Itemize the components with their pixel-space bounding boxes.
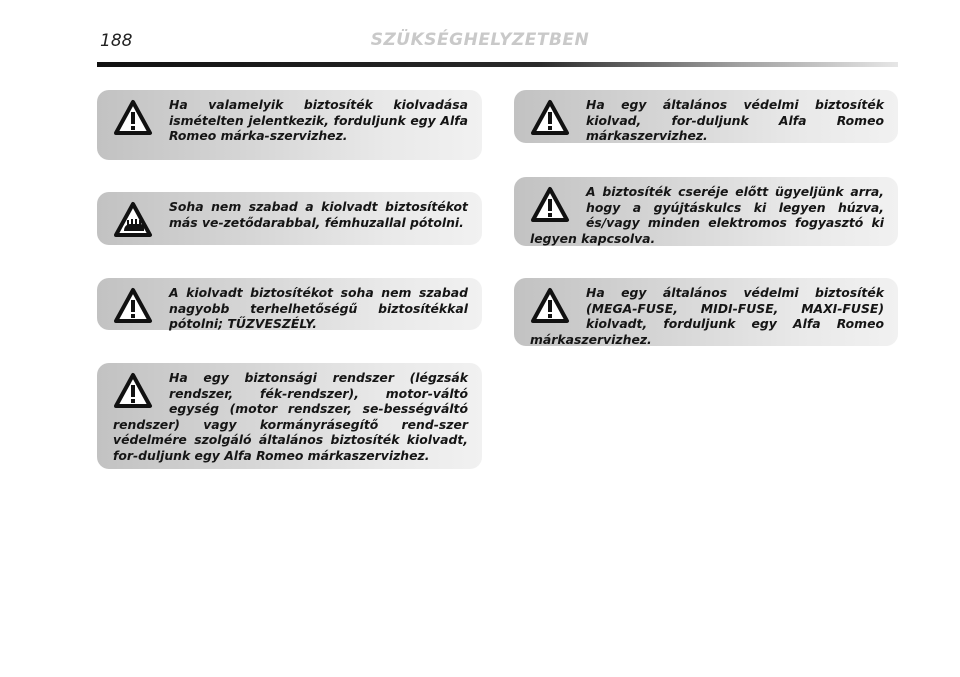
warning-text: Ha egy általános védelmi biztosíték kiolvad, for-duljunk Alfa Romeo márkaszervizhez. [586, 97, 884, 143]
warning-triangle-icon [530, 287, 570, 325]
hand-icon [113, 201, 153, 239]
warning-box-fire-hazard [97, 278, 482, 330]
page-number: 188 [100, 31, 133, 51]
warning-triangle-icon [530, 186, 570, 224]
warning-box-no-substitute [97, 192, 482, 245]
warning-box-general-fuse [514, 90, 898, 143]
warning-text: Ha egy általános védelmi biztosíték (MEGA-FUSE, MIDI-FUSE, MAXI-FUSE) kiolvadt, forduljunk egy Alfa Romeo márkaszervizhez. [530, 285, 884, 347]
warning-box-repeat-fuse [97, 90, 482, 160]
warning-triangle-icon [113, 99, 153, 137]
warning-text: Soha nem szabad a kiolvadt biztosítékot más ve-zetődarabbal, fémhuzallal pótolni. [169, 199, 468, 230]
warning-text: A kiolvadt biztosítékot soha nem szabad nagyobb terhelhetőségű biztosítékkal pótolni; TŰZVESZÉLY. [169, 285, 468, 331]
header-divider [97, 62, 898, 67]
warning-text: Ha egy biztonsági rendszer (légzsák rendszer, fék-rendszer), motor-váltó egység (motor rendszer, se-bességváltó rendszer) vagy kormányrásegítő rend-szer védelmére szolgáló általános biztosíték kiolvadt, for-duljunk egy Alfa Romeo márkaszervizhez. [113, 370, 468, 463]
section-title: SZÜKSÉGHELYZETBEN [370, 30, 590, 50]
warning-text: Ha valamelyik biztosíték kiolvadása ismételten jelentkezik, forduljunk egy Alfa Romeo márka-szervizhez. [169, 97, 468, 143]
warning-triangle-icon [530, 99, 570, 137]
warning-box-safety-system [97, 363, 482, 469]
warning-triangle-icon [113, 287, 153, 325]
warning-triangle-icon [113, 372, 153, 410]
warning-box-before-replacing [514, 177, 898, 246]
warning-text: A biztosíték cseréje előtt ügyeljünk arra, hogy a gyújtáskulcs ki legyen húzva, és/vagy minden elektromos fogyasztó ki legyen kapcsolva. [530, 184, 884, 246]
warning-box-mega-fuse [514, 278, 898, 346]
